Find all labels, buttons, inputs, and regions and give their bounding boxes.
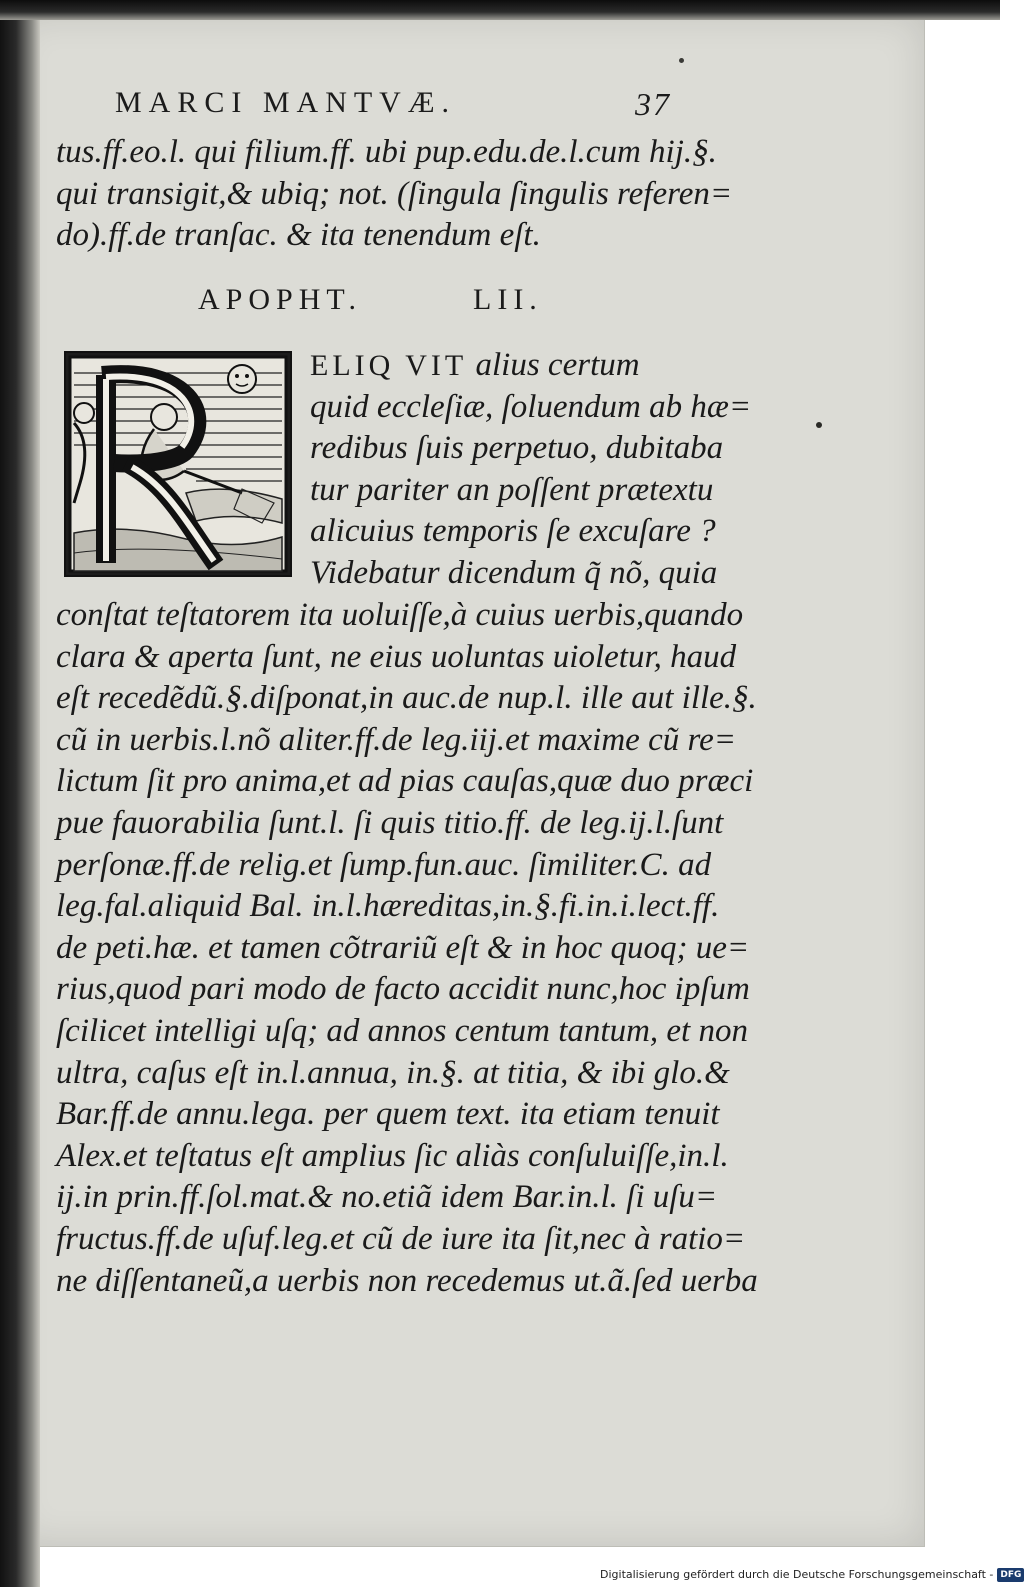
- small-caps-opening: ELIQ VIT: [310, 349, 468, 382]
- credit-text: Digitalisierung gefördert durch die Deutsche Forschungsgemeinschaft -: [600, 1568, 994, 1581]
- text-line: Videbatur dicendum q̃ nõ, quia: [310, 554, 718, 591]
- dfg-logo: DFG: [997, 1568, 1024, 1582]
- section-heading: [198, 283, 618, 317]
- text-line: leg.fal.aliquid Bal. in.l.hæreditas,in.§.fi.in.i.lect.ff.: [56, 888, 720, 925]
- text-line: ultra, caſus eſt in.l.annua, in.§. at titia, & ibi glo.&: [56, 1054, 730, 1091]
- text-line: ne diſſentaneũ,a uerbis non recedemus ut.ã.ſed uerba: [56, 1262, 758, 1299]
- book-spine-shadow: [0, 0, 40, 1587]
- text-line: ſcilicet intelligi uſq; ad annos centum tantum, et non: [56, 1012, 748, 1049]
- text-line: fructus.ff.de uſuf.leg.et cũ de iure ita ſit,nec à ratio=: [56, 1220, 746, 1257]
- ink-spot: [816, 422, 822, 428]
- ink-spot: [679, 58, 684, 63]
- running-header: [115, 86, 715, 130]
- text-line: quid eccleſiæ, ſoluendum ab hæ=: [310, 388, 752, 425]
- text-line: pue fauorabilia ſunt.l. ſi quis titio.ff. de leg.ij.l.ſunt: [56, 804, 724, 841]
- text-line: do).ff.de tranſac. & ita tenendum eſt.: [56, 217, 541, 254]
- text-line: perſonæ.ff.de relig.et ſump.fun.auc. ſimiliter.C. ad: [56, 846, 712, 883]
- text-line: redibus ſuis perpetuo, dubitaba: [310, 430, 724, 467]
- continuation-text: [56, 132, 736, 257]
- text-line: tus.ff.eo.l. qui filium.ff. ubi pup.edu.de.l.cum hij.§.: [56, 134, 717, 170]
- opening-paragraph: [310, 345, 752, 595]
- text-line: Alex.et teſtatus eſt amplius ſic aliàs conſuluiſſe,in.l.: [56, 1137, 729, 1174]
- text-line: conſtat teſtatorem ita uoluiſſe,à cuius uerbis,quando: [56, 597, 744, 633]
- page-number: 37: [635, 86, 671, 122]
- text-line: de peti.hæ. et tamen cõtrariũ eſt & in hoc quoq; ue=: [56, 929, 750, 966]
- top-edge-shadow: [0, 0, 1000, 20]
- text-line: alicuius temporis ſe excuſare ?: [310, 513, 716, 550]
- heading-label: APOPHT.: [198, 283, 362, 316]
- digitization-credit: [600, 1564, 1022, 1587]
- text-line: Bar.ff.de annu.lega. per quem text. ita etiam tenuit: [56, 1096, 720, 1133]
- text-line: tur pariter an poſſent prætextu: [310, 471, 714, 508]
- main-text: [56, 595, 758, 1302]
- text-line: cũ in uerbis.l.nõ aliter.ff.de leg.iij.et maxime cũ re=: [56, 721, 736, 758]
- running-title: MARCI MANTVÆ.: [115, 86, 457, 119]
- text-line: ij.in prin.ff.ſol.mat.& no.etiã idem Bar.in.l. ſi uſu=: [56, 1179, 718, 1216]
- heading-number: LII.: [473, 283, 543, 316]
- text-line: qui transigit,& ubiq; not. (ſingula ſingulis referen=: [56, 175, 733, 212]
- decorated-initial-letter: [64, 351, 292, 577]
- text-line: rius,quod pari modo de facto accidit nunc,hoc ipſum: [56, 971, 750, 1008]
- text-line: lictum ſit pro anima,et ad pias cauſas,quæ duo præci: [56, 763, 754, 800]
- text-line: clara & aperta ſunt, ne eius uoluntas uioletur, haud: [56, 638, 737, 675]
- text-span: alius certum: [467, 347, 640, 383]
- text-line: [310, 345, 740, 387]
- text-line: eſt recedẽdũ.§.diſponat,in auc.de nup.l. ille aut ille.§.: [56, 680, 757, 717]
- woodcut-illustration: [66, 353, 290, 575]
